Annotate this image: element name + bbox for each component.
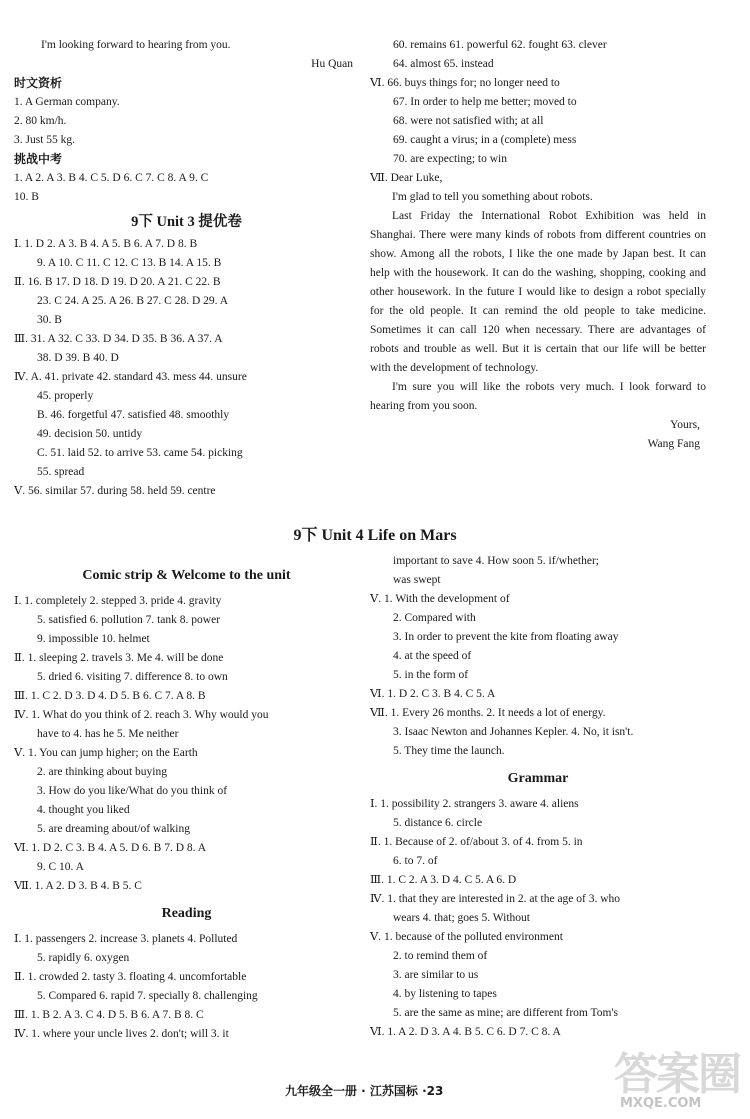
watermark-glyph: 答案圈 [614, 1049, 740, 1100]
answer-line: 4. at the speed of [393, 650, 472, 662]
answer-line: Ⅳ. A. 41. private 42. standard 43. mess 44. unsure [14, 371, 247, 383]
answer-line: 45. properly [37, 390, 94, 402]
answer-line: Ⅶ. Dear Luke, [370, 172, 443, 184]
answer-line: Ⅰ. 1. completely 2. stepped 3. pride 4. gravity [14, 595, 222, 607]
answer-line: Ⅰ. 1. D 2. A 3. B 4. A 5. B 6. A 7. D 8. B [14, 238, 198, 250]
answer-line: wears 4. that; goes 5. Without [393, 912, 530, 924]
answer-line: 5. satisfied 6. pollution 7. tank 8. power [37, 614, 221, 626]
answer-line: 5. rapidly 6. oxygen [37, 952, 130, 964]
answer-line: 70. are expecting; to win [393, 153, 508, 165]
answer-line: 5. They time the launch. [393, 745, 505, 757]
top-left-column [14, 36, 359, 501]
answer-line: I'm looking forward to hearing from you. [41, 39, 231, 51]
answer-line: 38. D 39. B 40. D [37, 352, 119, 364]
letter-paragraph: I'm glad to tell you something about robots. [392, 191, 593, 203]
answer-line: 68. were not satisfied with; at all [393, 115, 544, 127]
answer-line: Ⅳ. 1. that they are interested in 2. at the age of 3. who [370, 893, 621, 905]
letter-body [370, 188, 706, 416]
answer-line: Ⅲ. 1. B 2. A 3. C 4. D 5. B 6. A 7. B 8. C [14, 1009, 204, 1021]
answer-line: 69. caught a virus; in a (complete) mess [393, 134, 577, 146]
letter-signature: Wang Fang [647, 438, 700, 450]
answer-line: Ⅱ. 1. Because of 2. of/about 3. of 4. from 5. in [370, 836, 583, 848]
answer-line: Ⅶ. 1. A 2. D 3. B 4. B 5. C [14, 880, 142, 892]
unit4-title: 9下 Unit 4 Life on Mars [293, 527, 457, 544]
answer-line: important to save 4. How soon 5. if/whether; [393, 555, 600, 567]
answer-line: Hu Quan [311, 58, 353, 70]
answer-line: Ⅵ. 1. D 2. C 3. B 4. A 5. D 6. B 7. D 8. A [14, 842, 207, 854]
bottom-right-column [370, 552, 706, 1042]
answer-line: 2. to remind them of [393, 950, 488, 962]
answer-line: 23. C 24. A 25. A 26. B 27. C 28. D 29. A [37, 295, 229, 307]
answer-line: 30. B [37, 314, 62, 326]
answer-line: 2. Compared with [393, 612, 476, 624]
answer-line: Ⅴ. 1. You can jump higher; on the Earth [14, 747, 198, 759]
answer-line: 3. Isaac Newton and Johannes Kepler. 4. No, it isn't. [393, 726, 634, 738]
answer-line: 时文资析 [14, 76, 63, 90]
answer-line: 6. to 7. of [393, 855, 438, 867]
unit3-title: 9下 Unit 3 提优卷 [131, 214, 242, 230]
top-right-column [370, 36, 706, 454]
watermark-url: MXQE.COM [620, 1096, 702, 1111]
top-left-lines [14, 36, 359, 207]
answer-line: 5. dried 6. visiting 7. difference 8. to own [37, 671, 228, 683]
answer-line: Ⅱ. 16. B 17. D 18. D 19. D 20. A 21. C 22. B [14, 276, 221, 288]
answer-line: 2. 80 km/h. [14, 115, 67, 127]
answer-line: Ⅵ. 66. buys things for; no longer need to [370, 77, 560, 89]
answer-line: 49. decision 50. untidy [37, 428, 143, 440]
grammar-answers [370, 795, 706, 1042]
answer-line: B. 46. forgetful 47. satisfied 48. smoothly [37, 409, 230, 421]
answer-line: Ⅱ. 1. crowded 2. tasty 3. floating 4. uncomfortable [14, 971, 247, 983]
answer-line: Ⅳ. 1. where your uncle lives 2. don't; will 3. it [14, 1028, 229, 1040]
answer-line: 5. are the same as mine; are different from Tom's [393, 1007, 619, 1019]
answer-line: Ⅱ. 1. sleeping 2. travels 3. Me 4. will be done [14, 652, 224, 664]
reading-answers-continued [370, 552, 706, 761]
answer-line: 10. B [14, 191, 39, 203]
answer-line: 60. remains 61. powerful 62. fought 63. clever [393, 39, 607, 51]
answer-line: 5. Compared 6. rapid 7. specially 8. challenging [37, 990, 258, 1002]
page-footer: 九年级全一册 · 江苏国标 ·23 [285, 1084, 444, 1098]
answer-line: Ⅲ. 1. C 2. A 3. D 4. C 5. A 6. D [370, 874, 517, 886]
answer-line: 3. How do you like/What do you think of [37, 785, 228, 797]
answer-line: 4. by listening to tapes [393, 988, 497, 1000]
answer-line: C. 51. laid 52. to arrive 53. came 54. picking [37, 447, 243, 459]
answer-line: 5. in the form of [393, 669, 469, 681]
answer-line: 1. A 2. A 3. B 4. C 5. D 6. C 7. C 8. A 9. C [14, 172, 209, 184]
section-title-grammar: Grammar [507, 771, 569, 786]
answer-line: 67. In order to help me better; moved to [393, 96, 577, 108]
unit3-answers [14, 235, 359, 501]
answer-line: Ⅳ. 1. What do you think of 2. reach 3. Why would you [14, 709, 269, 721]
answer-line: 9. impossible 10. helmet [37, 633, 150, 645]
answer-line: 3. Just 55 kg. [14, 134, 76, 146]
answer-line: 9. C 10. A [37, 861, 84, 873]
bottom-left-column [14, 558, 359, 1044]
answer-line: 55. spread [37, 466, 85, 478]
letter-closing: Yours, [670, 419, 700, 431]
answer-line: 3. are similar to us [393, 969, 479, 981]
answer-line: Ⅰ. 1. passengers 2. increase 3. planets 4. Polluted [14, 933, 238, 945]
answer-line: Ⅲ. 31. A 32. C 33. D 34. D 35. B 36. A 37. A [14, 333, 223, 345]
answer-line: was swept [393, 574, 441, 586]
answer-line: 4. thought you liked [37, 804, 130, 816]
answer-line: Ⅰ. 1. possibility 2. strangers 3. aware 4. aliens [370, 798, 579, 810]
answer-line: 5. are dreaming about/of walking [37, 823, 190, 835]
section-title-comic: Comic strip & Welcome to the unit [82, 568, 291, 583]
answer-line: Ⅴ. 1. With the development of [370, 593, 510, 605]
answer-line: 2. are thinking about buying [37, 766, 167, 778]
answer-line: have to 4. has he 5. Me neither [37, 728, 179, 740]
answer-line: 3. In order to prevent the kite from floating away [393, 631, 619, 643]
letter-paragraph: I'm sure you will like the robots very much. I look forward to hearing from you soon. [370, 381, 706, 412]
top-right-lines [370, 36, 706, 188]
answer-line: Ⅲ. 1. C 2. D 3. D 4. D 5. B 6. C 7. A 8. B [14, 690, 206, 702]
answer-line: 9. A 10. C 11. C 12. C 13. B 14. A 15. B [37, 257, 222, 269]
letter-paragraph: Last Friday the International Robot Exhibition was held in Shanghai. There were many kinds of robots from different countries on show. Among all the robots, I like the one made by Japan best. It can help with the housework. It can do the washing, shopping, cooking and other housework. In the future I would like to design a robot specially for the old people. It can remind the old people to take medicine. Sometimes it can call 120 when necessary. There are advantages of robots and trouble as well. But it is certain that our life will be better with the development of technology. [370, 210, 706, 374]
answer-line: Ⅴ. 1. because of the polluted environment [370, 931, 563, 943]
answer-line: 1. A German company. [14, 96, 120, 108]
answer-line: 5. distance 6. circle [393, 817, 483, 829]
answer-line: Ⅶ. 1. Every 26 months. 2. It needs a lot of energy. [370, 707, 606, 719]
answer-line: Ⅴ. 56. similar 57. during 58. held 59. centre [14, 485, 216, 497]
section-title-reading: Reading [161, 906, 212, 921]
answer-line: 64. almost 65. instead [393, 58, 494, 70]
watermark-logo [614, 1049, 746, 1116]
answer-line: Ⅵ. 1. A 2. D 3. A 4. B 5. C 6. D 7. C 8. A [370, 1026, 561, 1038]
comic-answers [14, 592, 359, 896]
reading-answers [14, 930, 359, 1044]
answer-line: Ⅵ. 1. D 2. C 3. B 4. C 5. A [370, 688, 496, 700]
answer-line: 挑战中考 [14, 152, 63, 166]
